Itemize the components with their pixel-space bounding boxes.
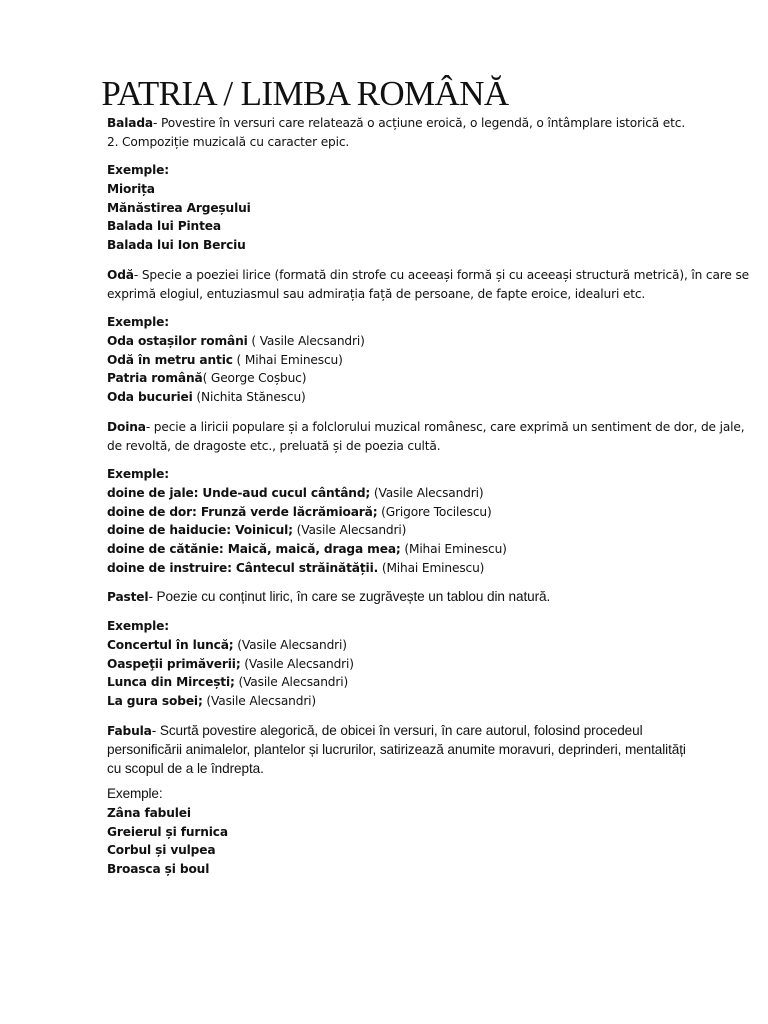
example-title: doine de haiducie: Voinicul; (107, 523, 293, 538)
pastel-label: Pastel (107, 590, 149, 604)
example-title: Oda ostașilor români (107, 333, 248, 348)
example-title: Odă în metru antic (107, 352, 233, 367)
example-author: ( George Coșbuc) (202, 371, 307, 386)
example-author: (Vasile Alecsandri) (370, 485, 484, 500)
example-title: doine de dor: Frunză verde lăcrămioară; (107, 504, 378, 519)
example-title: doine de instruire: Cântecul străinătății. (107, 560, 379, 575)
example-author: (Nichita Stănescu) (192, 390, 306, 405)
list-item: Corbul și vulpea (107, 843, 216, 858)
balada-definition (107, 114, 717, 133)
list-item (107, 484, 717, 503)
list-item (107, 636, 717, 655)
list-item (107, 388, 717, 407)
section-fabula (107, 722, 717, 778)
example-title: Concertul în luncă; (107, 637, 234, 652)
list-item: Mănăstirea Argeșului (107, 200, 251, 215)
fabula-definition (107, 722, 717, 741)
list-item (107, 503, 717, 522)
example-author: (Vasile Alecsandri) (202, 694, 317, 709)
example-title: La gura sobei; (107, 694, 203, 709)
oda-examples (107, 313, 717, 407)
doina-line2: de revoltă, de dragoste etc., preluată și de poezia cultă. (107, 438, 441, 453)
fabula-label: Fabula (107, 724, 152, 738)
balada-text: - Povestire în versuri care relatează o acțiune eroică, o legendă, o întâmplare istorică etc. (152, 116, 686, 130)
example-author: (Mihai Eminescu) (400, 542, 507, 557)
oda-text: - Specie a poeziei lirice (formată din strofe cu aceeași formă și cu aceeași structură metrică), în care se (133, 268, 750, 282)
list-item (107, 332, 717, 351)
pastel-examples (107, 617, 717, 711)
fabula-line3: cu scopul de a le îndrepta. (107, 760, 264, 776)
list-item: Balada lui Pintea (107, 219, 221, 234)
examples-label: Exemple: (107, 786, 163, 801)
list-item (107, 540, 717, 559)
list-item: Balada lui Ion Berciu (107, 238, 246, 253)
fabula-examples (107, 785, 717, 879)
example-author: (Vasile Alecsandri) (292, 523, 407, 538)
list-item (107, 692, 717, 711)
example-title: Oaspeţii primăverii; (107, 656, 241, 671)
example-author: (Vasile Alecsandri) (240, 656, 354, 671)
list-item: Miorița (107, 181, 155, 196)
list-item (107, 559, 717, 578)
doina-label: Doina (107, 420, 146, 434)
oda-line2: exprimă elogiul, entuziasmul sau admirația față de persoane, de fapte eroice, idealuri etc. (107, 286, 646, 301)
examples-label: Exemple: (107, 163, 169, 177)
page-title: PATRIA / LIMBA ROMÂNĂ (101, 74, 509, 113)
list-item: Greierul și furnica (107, 824, 228, 839)
example-author: (Grigore Tocilescu) (377, 504, 492, 519)
section-balada (107, 114, 717, 152)
example-title: Patria română (107, 371, 203, 386)
fabula-line2: personificării animalelor, plantelor și lucrurilor, satirizează anumite moravuri, deprinderi, mentalități (107, 741, 686, 757)
doina-examples (107, 465, 717, 578)
list-item (107, 521, 717, 540)
example-title: doine de cătănie: Maică, maică, draga mea; (107, 542, 401, 557)
example-author: ( Vasile Alecsandri) (247, 333, 365, 348)
balada-line2: 2. Compoziție muzicală cu caracter epic. (107, 134, 350, 149)
examples-label: Exemple: (107, 619, 169, 633)
list-item (107, 369, 717, 388)
example-title: Oda bucuriei (107, 390, 193, 405)
example-author: (Vasile Alecsandri) (234, 675, 349, 690)
section-doina (107, 418, 745, 456)
balada-examples (107, 161, 717, 255)
doina-definition (107, 418, 745, 437)
section-pastel (107, 588, 717, 607)
balada-label: Balada (107, 116, 153, 130)
pastel-definition (107, 588, 717, 607)
list-item (107, 673, 717, 692)
example-author: (Vasile Alecsandri) (233, 637, 347, 652)
doina-text: - pecie a liricii populare și a folclorului muzical românesc, care exprimă un sentiment de dor, de jale, (145, 420, 745, 434)
examples-label: Exemple: (107, 315, 169, 329)
list-item: Zâna fabulei (107, 805, 191, 820)
example-author: ( Mihai Eminescu) (232, 352, 343, 367)
oda-definition (107, 266, 750, 285)
examples-label: Exemple: (107, 467, 169, 481)
fabula-text: - Scurtă povestire alegorică, de obicei în versuri, în care autorul, folosind procedeul (151, 723, 643, 738)
oda-label: Odă (107, 268, 134, 282)
list-item: Broasca și boul (107, 862, 210, 877)
example-title: Lunca din Mircești; (107, 675, 235, 690)
list-item (107, 351, 717, 370)
list-item (107, 655, 717, 674)
pastel-text: - Poezie cu conținut liric, în care se zugrăvește un tablou din natură. (148, 589, 551, 604)
example-title: doine de jale: Unde-aud cucul cântând; (107, 485, 371, 500)
example-author: (Mihai Eminescu) (378, 560, 485, 575)
section-oda (107, 266, 750, 304)
